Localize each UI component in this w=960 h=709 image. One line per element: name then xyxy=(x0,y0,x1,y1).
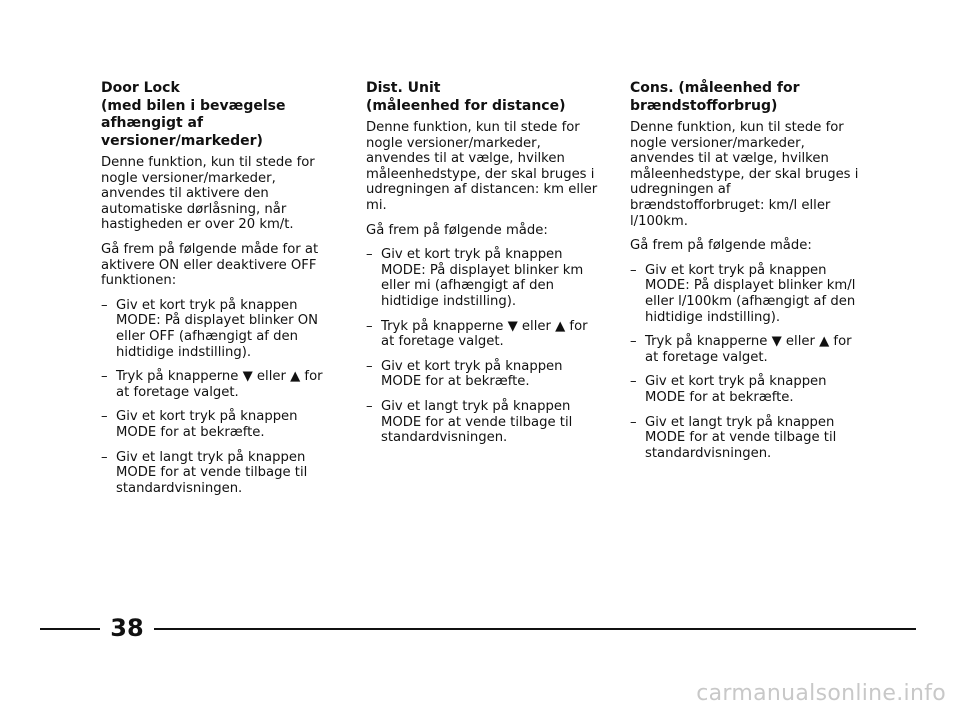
step-text: Giv et kort tryk på knappen MODE: På displayet blinker ON eller OFF (afhængigt af den hidtidige indstilling). xyxy=(116,297,319,360)
step-text: Giv et langt tryk på knappen MODE for at vende tilbage til standardvisningen. xyxy=(116,449,308,496)
dash-marker: – xyxy=(366,398,373,414)
footer-rule-right xyxy=(154,628,916,630)
list-item xyxy=(101,298,333,360)
list-item xyxy=(630,263,862,325)
dash-marker: – xyxy=(101,369,108,385)
body-paragraph: Gå frem på følgende måde for at aktivere ON eller deaktivere OFF funktionen: xyxy=(101,241,319,289)
steps-list xyxy=(366,247,598,446)
dash-marker: – xyxy=(101,409,108,425)
heading-line: versioner/markeder) xyxy=(101,132,263,149)
dash-marker: – xyxy=(630,374,637,390)
dash-marker: – xyxy=(366,318,373,334)
list-item xyxy=(101,450,333,497)
step-text: Giv et langt tryk på knappen MODE for at vende tilbage til standardvisningen. xyxy=(645,414,837,461)
column-dist-unit xyxy=(366,80,598,455)
step-text: Giv et kort tryk på knappen MODE for at bekræfte. xyxy=(645,374,827,405)
section-heading xyxy=(101,80,333,150)
section-heading xyxy=(630,80,862,115)
heading-line: Door Lock xyxy=(101,80,180,96)
list-item xyxy=(101,369,333,400)
column-door-lock xyxy=(101,80,333,505)
list-item xyxy=(630,334,862,365)
column-cons xyxy=(630,80,862,470)
body-paragraph: Denne funktion, kun til stede for nogle versioner/markeder, anvendes til at vælge, hvilken måleenhedstype, der skal bruges i udregningen af brændstofforbruget: km/l eller l/100km. xyxy=(630,120,859,229)
body-paragraph: Gå frem på følgende måde: xyxy=(366,222,548,238)
step-text: Tryk på knapperne ▼ eller ▲ for at foretage valget. xyxy=(116,369,323,400)
heading-line: (med bilen i bevægelse xyxy=(101,97,286,114)
section-heading xyxy=(366,80,598,115)
list-item xyxy=(630,374,862,405)
dash-marker: – xyxy=(630,334,637,350)
heading-line: afhængigt af xyxy=(101,115,204,131)
heading-line: Cons. (måleenhed for xyxy=(630,80,800,96)
dash-marker: – xyxy=(630,414,637,430)
dash-marker: – xyxy=(366,247,373,263)
heading-line: Dist. Unit xyxy=(366,80,441,96)
list-item xyxy=(366,359,598,390)
step-text: Giv et langt tryk på knappen MODE for at vende tilbage til standardvisningen. xyxy=(381,398,573,446)
list-item xyxy=(630,415,862,462)
body-paragraph: Denne funktion, kun til stede for nogle versioner/markeder, anvendes til aktivere den automatiske dørlåsning, når hastigheden er over 20 km/t. xyxy=(101,155,315,233)
page-number: 38 xyxy=(110,614,144,642)
steps-list xyxy=(630,263,862,462)
step-text: Giv et kort tryk på knappen MODE for at bekræfte. xyxy=(116,409,298,440)
step-text: Giv et kort tryk på knappen MODE for at bekræfte. xyxy=(381,358,563,390)
heading-line: (måleenhed for distance) xyxy=(366,97,566,114)
list-item xyxy=(366,247,598,309)
step-text: Giv et kort tryk på knappen MODE: På displayet blinker km/l eller l/100km (afhængigt af den hidtidige indstilling). xyxy=(645,262,856,325)
footer-rule-left xyxy=(40,628,100,630)
body-paragraph: Gå frem på følgende måde: xyxy=(630,238,812,254)
steps-list xyxy=(101,298,333,497)
dash-marker: – xyxy=(366,358,373,374)
heading-line: brændstofforbrug) xyxy=(630,97,778,114)
dash-marker: – xyxy=(101,449,108,465)
step-text: Tryk på knapperne ▼ eller ▲ for at foretage valget. xyxy=(381,318,588,350)
list-item xyxy=(101,409,333,440)
step-text: Giv et kort tryk på knappen MODE: På displayet blinker km eller mi (afhængigt af den hidtidige indstilling). xyxy=(381,247,584,309)
list-item xyxy=(366,319,598,350)
list-item xyxy=(366,399,598,446)
step-text: Tryk på knapperne ▼ eller ▲ for at foretage valget. xyxy=(645,334,852,365)
dash-marker: – xyxy=(101,297,108,313)
dash-marker: – xyxy=(630,262,637,278)
watermark: carmanualsonline.info xyxy=(696,681,946,706)
body-paragraph: Denne funktion, kun til stede for nogle versioner/markeder, anvendes til at vælge, hvilken måleenhedstype, der skal bruges i udregningen af distancen: km eller mi. xyxy=(366,120,598,213)
